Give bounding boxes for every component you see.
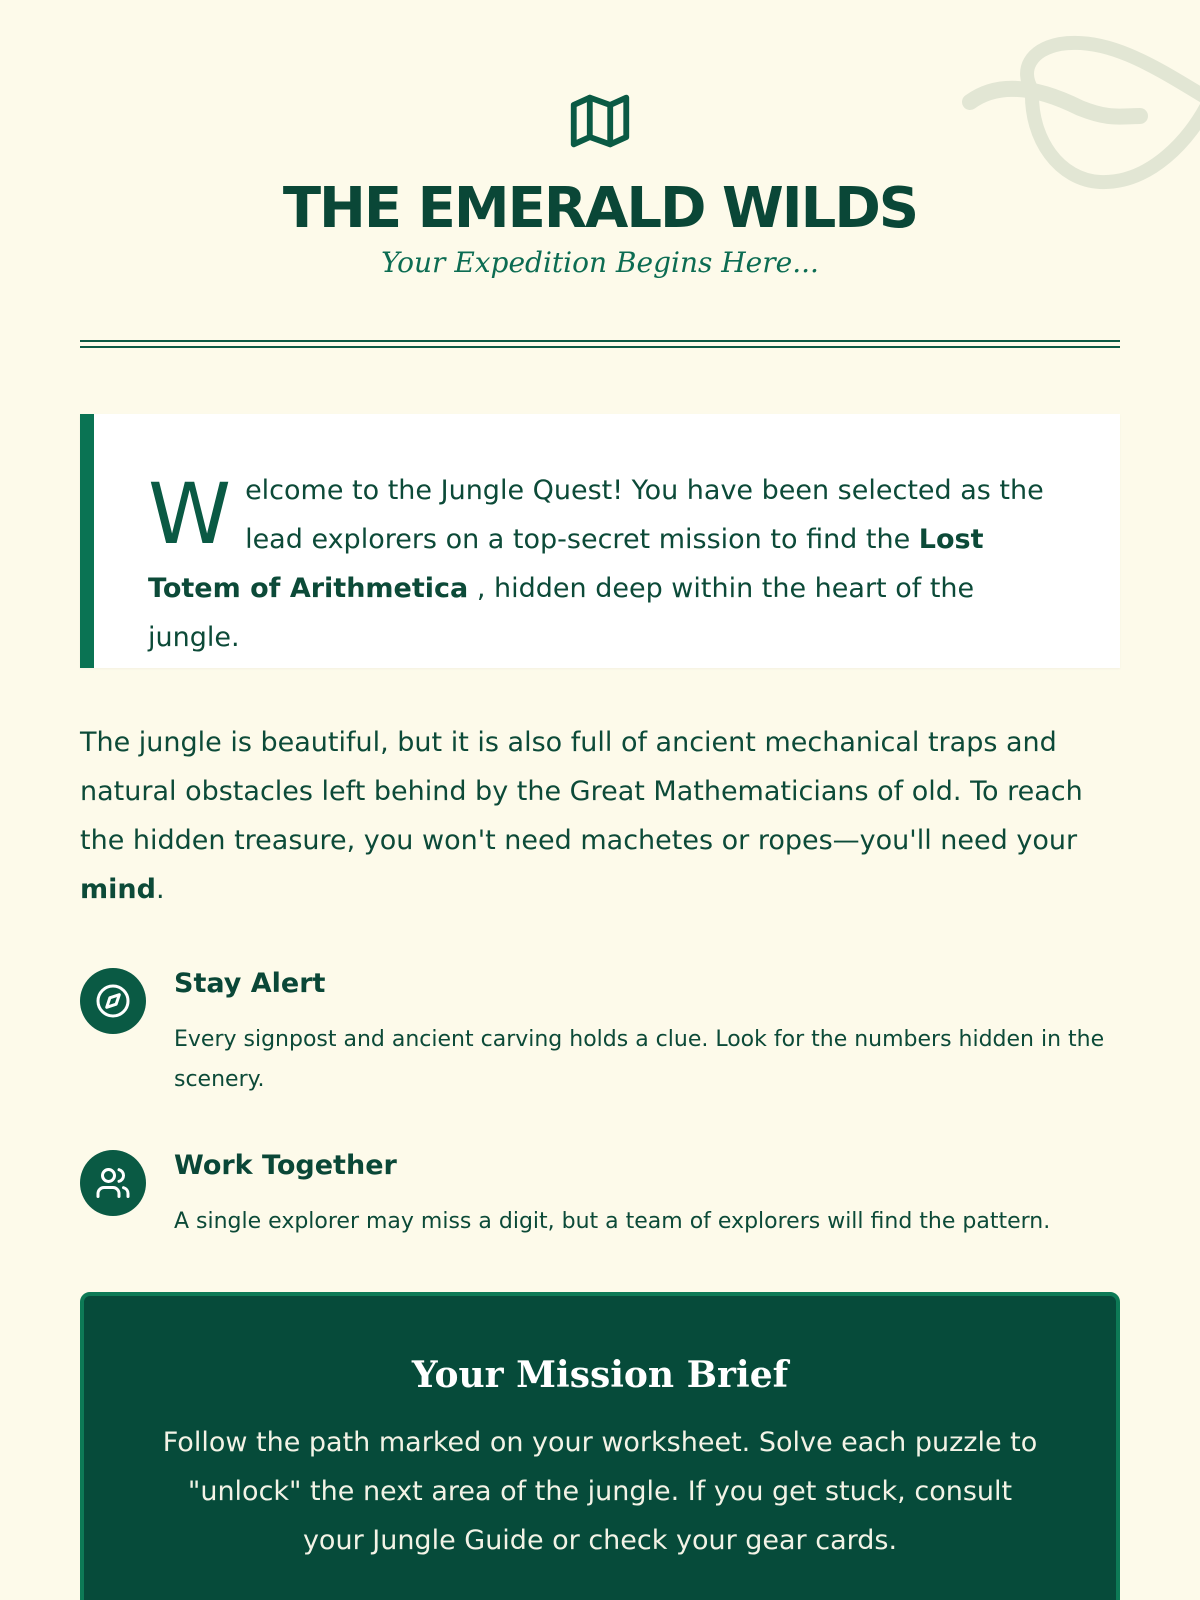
feature-title: Stay Alert [174,968,326,999]
body-paragraph [80,718,1090,914]
map-icon [565,86,635,156]
intro-text [148,466,1048,662]
mission-text: Follow the path marked on your worksheet. Solve each puzzle to "unlock" the next area of the jungle. If you get stuck, consult your Jungle Guide or check your gear cards. [162,1427,1038,1556]
mission-title: Your Mission Brief [411,1354,789,1396]
page-subtitle: Your Expedition Begins Here... [381,245,819,279]
feature-title: Work Together [174,1150,397,1181]
intro-emphasis: Lost Totem of Arithmetica [148,524,984,604]
mission-brief-card [80,1292,1120,1600]
leaf-decoration-icon [960,30,1200,200]
divider-line-bottom [80,346,1120,348]
divider-line-top [80,340,1120,342]
users-icon [80,1150,146,1216]
body-text: The jungle is beautiful, but it is also full of ancient mechanical traps and natural obstacles left behind by the Great Mathematicians of old. To reach the hidden treasure, you won't need machetes or ropes—you'll need your [80,727,1083,856]
intro-text-end: , hidden deep within the heart of the jungle. [148,573,975,653]
compass-icon [80,968,146,1034]
body-end: . [155,874,165,905]
intro-text-start: elcome to the Jungle Quest! You have been selected as the lead explorers on a top-secret mission to find the [245,475,1044,555]
drop-cap: W [148,465,232,563]
feature-description: A single explorer may miss a digit, but a team of explorers will find the pattern. [174,1209,1051,1234]
feature-description: Every signpost and ancient carving holds a clue. Look for the numbers hidden in the scenery. [174,1027,1105,1092]
intro-card [80,414,1120,668]
body-emphasis: mind [80,874,156,905]
page-title: THE EMERALD WILDS [282,176,918,241]
